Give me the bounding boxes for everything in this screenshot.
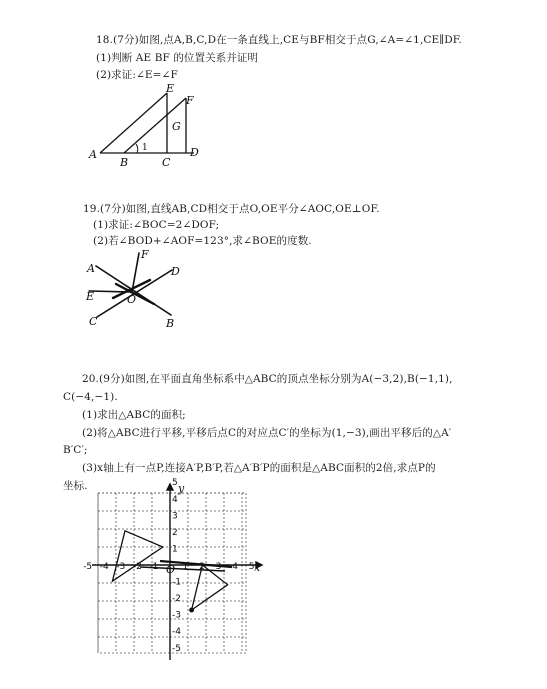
q20-line-3: (1)求出△ABC的面积; — [82, 409, 186, 421]
x-tick-label: -4 — [99, 562, 109, 572]
q18-label-d: D — [190, 146, 199, 159]
q19-label-b: B — [166, 317, 175, 330]
y-tick-label: 3 — [172, 511, 178, 522]
x-tick-label: 1 — [182, 562, 189, 572]
y-tick-label: -2 — [172, 594, 181, 605]
q20-axis-label-y: y — [178, 482, 185, 495]
triangle-abc — [112, 531, 162, 581]
x-tick-label: -5 — [83, 562, 93, 572]
q20-origin-label: O — [166, 563, 176, 576]
x-tick-label: 5 — [248, 562, 255, 572]
q20-line-4: (2)将△ABC进行平移,平移后点C的对应点C′的坐标为(1,−3),画出平移后的△A′ — [82, 427, 452, 439]
y-tick-label: -5 — [172, 643, 181, 654]
y-tick-label: -3 — [172, 610, 181, 621]
triangle-translated — [192, 565, 228, 610]
q20-line-5: B′C′; — [63, 444, 88, 456]
x-tick-label: -3 — [116, 562, 126, 572]
q18-line-1: 18.(7分)如图,点A,B,C,D在一条直线上,CE与BF相交于点G,∠A=∠1,CE∥DF. — [96, 34, 462, 46]
q18-label-angle-1: 1 — [142, 143, 148, 153]
y-tick-label: 4 — [172, 494, 178, 505]
q19-label-f: F — [141, 248, 149, 261]
q18-label-a: A — [89, 148, 97, 161]
q19-label-a: A — [87, 262, 95, 275]
q18-label-b: B — [120, 156, 129, 169]
q20-line-7: 坐标. — [63, 480, 88, 492]
x-tick-label: -2 — [132, 562, 142, 572]
x-tick-label: 3 — [215, 562, 222, 572]
q19-label-e: E — [86, 290, 95, 303]
q19-line-1: 19.(7分)如图,直线AB,CD相交于点O,OE平分∠AOC,OE⊥OF. — [83, 203, 380, 215]
q19-line-2: (1)求证:∠BOC=2∠DOF; — [93, 219, 220, 231]
q20-line-1: 20.(9分)如图,在平面直角坐标系中△ABC的顶点坐标分别为A(−3,2),B(−1,1), — [82, 373, 453, 385]
x-tick-label: 2 — [199, 562, 205, 572]
q20-line-6: (3)x轴上有一点P,连接A′P,B′P,若△A′B′P的面积是△ABC面积的2倍,求点P的 — [82, 462, 436, 474]
y-tick-label: 1 — [172, 544, 178, 555]
q19-label-d: D — [171, 265, 180, 278]
x-tick-label: 4 — [232, 562, 238, 572]
y-tick-label: 2 — [172, 527, 178, 538]
q20-axis-label-x: x — [254, 561, 261, 574]
q19-line-3: (2)若∠BOD+∠AOF=123°,求∠BOE的度数. — [93, 235, 312, 247]
y-tick-label: -1 — [172, 577, 181, 588]
q18-label-f: F — [186, 94, 194, 107]
q18-label-e: E — [166, 82, 175, 95]
y-tick-label: 5 — [172, 478, 178, 489]
q20-line-2: C(−4,−1). — [63, 391, 118, 403]
q18-line-2: (1)判断 AE BF 的位置关系并证明 — [96, 52, 259, 64]
point-c-prime — [190, 608, 194, 612]
q19-label-c: C — [89, 315, 98, 328]
x-tick-label: -1 — [149, 562, 159, 572]
q19-label-o: O — [127, 293, 137, 306]
q18-line-3: (2)求证:∠E=∠F — [96, 69, 178, 81]
q18-label-g: G — [172, 120, 181, 133]
q18-label-c: C — [162, 156, 171, 169]
y-tick-label: -4 — [172, 627, 181, 638]
